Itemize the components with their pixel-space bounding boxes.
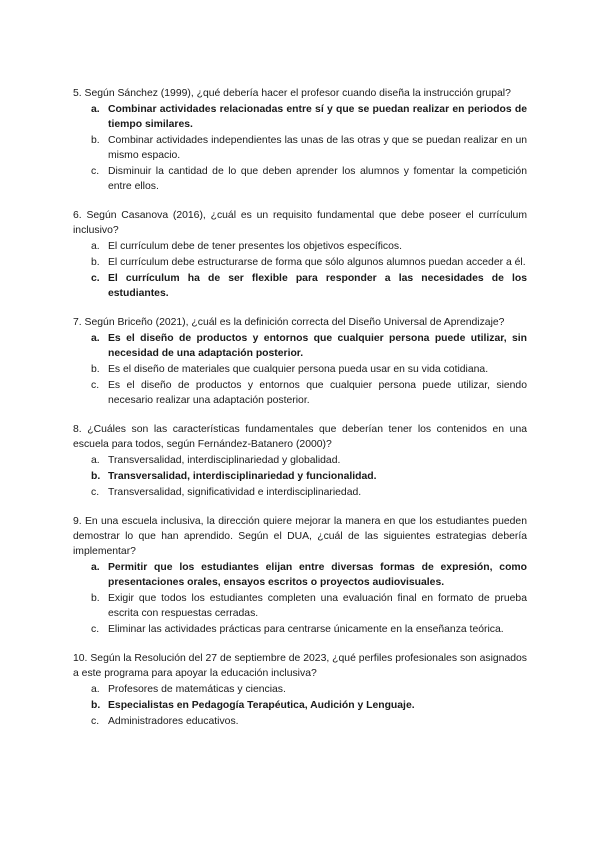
question-9 — [73, 514, 527, 637]
option-letter: b. — [91, 135, 100, 146]
option-b — [73, 362, 527, 377]
option-a-correct — [73, 331, 527, 361]
option-b — [73, 591, 527, 621]
option-b — [73, 255, 527, 270]
option-letter: b. — [91, 257, 100, 268]
option-text: Es el diseño de productos y entornos que cualquier persona puede utilizar, siendo necesario realizar una adaptación posterior. — [108, 380, 527, 406]
option-letter: a. — [91, 684, 100, 695]
option-letter: a. — [91, 455, 100, 466]
option-text: Combinar actividades relacionadas entre sí y que se puedan realizar en periodos de tiempo similares. — [108, 104, 527, 130]
option-text: Administradores educativos. — [108, 716, 239, 727]
option-a-correct — [73, 560, 527, 590]
options-list — [73, 102, 527, 194]
question-text: 10. Según la Resolución del 27 de septiembre de 2023, ¿qué perfiles profesionales son asignados a este programa para apoyar la educación inclusiva? — [73, 653, 527, 679]
option-text: Especialistas en Pedagogía Terapéutica, Audición y Lenguaje. — [108, 700, 415, 711]
option-letter: c. — [91, 624, 100, 635]
option-letter: c. — [91, 273, 100, 284]
options-list — [73, 560, 527, 637]
question-text: 8. ¿Cuáles son las características fundamentales que deberían tener los contenidos en una escuela para todos, según Fernández-Batanero (2000)? — [73, 424, 527, 450]
option-c — [73, 164, 527, 194]
option-letter: b. — [91, 593, 100, 604]
option-letter: a. — [91, 104, 100, 115]
option-a-correct — [73, 102, 527, 132]
option-letter: b. — [91, 471, 101, 482]
option-text: Combinar actividades independientes las unas de las otras y que se puedan realizar en un mismo espacio. — [108, 135, 527, 161]
option-letter: c. — [91, 487, 100, 498]
option-a — [73, 682, 527, 697]
option-letter: a. — [91, 241, 100, 252]
question-10 — [73, 651, 527, 729]
option-c — [73, 714, 527, 729]
option-text: Disminuir la cantidad de lo que deben aprender los alumnos y fomentar la competición entre ellos. — [108, 166, 527, 192]
option-letter: b. — [91, 364, 100, 375]
option-b-correct — [73, 698, 527, 713]
question-6 — [73, 208, 527, 301]
options-list — [73, 331, 527, 408]
options-list — [73, 239, 527, 301]
option-a — [73, 453, 527, 468]
option-text: El currículum debe de tener presentes los objetivos específicos. — [108, 241, 402, 252]
question-8 — [73, 422, 527, 500]
option-letter: a. — [91, 333, 100, 344]
question-7 — [73, 315, 527, 408]
option-c — [73, 378, 527, 408]
option-letter: a. — [91, 562, 100, 573]
question-text: 6. Según Casanova (2016), ¿cuál es un requisito fundamental que debe poseer el currículum inclusivo? — [73, 210, 527, 236]
option-b-correct — [73, 469, 527, 484]
options-list — [73, 682, 527, 729]
option-letter: c. — [91, 380, 100, 391]
option-text: Eliminar las actividades prácticas para centrarse únicamente en la enseñanza teórica. — [108, 624, 504, 635]
option-text: Es el diseño de materiales que cualquier persona pueda usar en su vida cotidiana. — [108, 364, 489, 375]
question-text: 5. Según Sánchez (1999), ¿qué debería hacer el profesor cuando diseña la instrucción grupal? — [73, 88, 511, 99]
question-text: 7. Según Briceño (2021), ¿cuál es la definición correcta del Diseño Universal de Aprendizaje? — [73, 317, 505, 328]
option-text: Permitir que los estudiantes elijan entre diversas formas de expresión, como presentaciones orales, ensayos escritos o proyectos audiovisuales. — [108, 562, 527, 588]
option-letter: b. — [91, 700, 101, 711]
option-text: Profesores de matemáticas y ciencias. — [108, 684, 286, 695]
option-text: Es el diseño de productos y entornos que cualquier persona puede utilizar, sin necesidad de una adaptación posterior. — [108, 333, 527, 359]
option-text: Transversalidad, interdisciplinariedad y globalidad. — [108, 455, 341, 466]
option-text: Exigir que todos los estudiantes completen una evaluación final en formato de prueba escrita con respuestas cerradas. — [108, 593, 527, 619]
option-letter: c. — [91, 166, 100, 177]
option-letter: c. — [91, 716, 100, 727]
option-text: El currículum debe estructurarse de forma que sólo algunos alumnos puedan acceder a él. — [108, 257, 526, 268]
question-text: 9. En una escuela inclusiva, la dirección quiere mejorar la manera en que los estudiantes pueden demostrar lo que han aprendido. Según el DUA, ¿cuál de las siguientes estrategias debería implementar? — [73, 516, 527, 557]
option-text: El currículum ha de ser flexible para responder a las necesidades de los estudiantes. — [108, 273, 527, 299]
option-c — [73, 485, 527, 500]
option-b — [73, 133, 527, 163]
option-text: Transversalidad, interdisciplinariedad y funcionalidad. — [108, 471, 377, 482]
options-list — [73, 453, 527, 500]
option-text: Transversalidad, significatividad e interdisciplinariedad. — [108, 487, 362, 498]
option-a — [73, 239, 527, 254]
option-c-correct — [73, 271, 527, 301]
question-5 — [73, 86, 527, 194]
option-c — [73, 622, 527, 637]
